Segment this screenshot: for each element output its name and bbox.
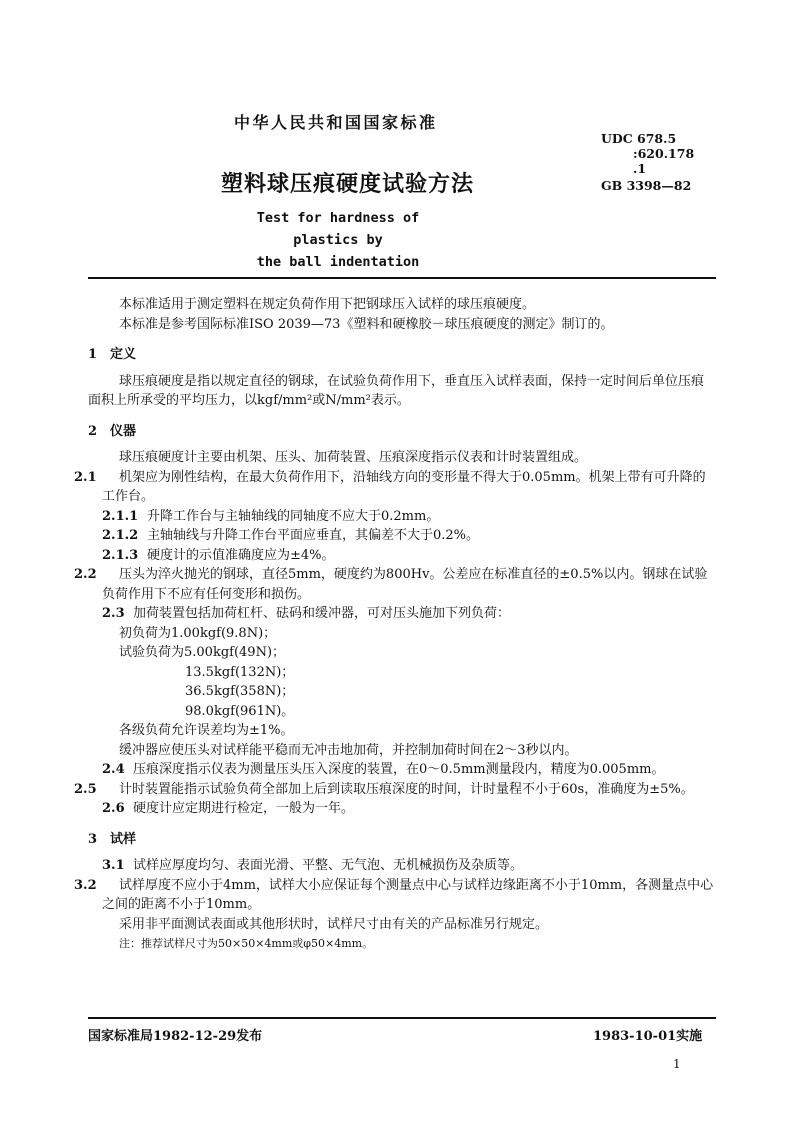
clause-text: 主轴轴线与升降工作台平面应垂直，其偏差不大于0.2%。 — [147, 528, 480, 543]
initial-load: 初负荷为1.00kgf(9.8N)； — [119, 625, 277, 641]
title-chinese: 塑料球压痕硬度试验方法 — [221, 171, 475, 197]
udc-block — [601, 131, 694, 193]
title-english — [230, 207, 446, 273]
clause-text: 计时装置能指示试验负荷全部加上后到读取压痕深度的时间，计时量程不小于60s，准确度为±5%。 — [119, 781, 694, 797]
title-english-line1: Test for hardness of plastics by — [256, 210, 420, 248]
clause-number: 2.1.2 — [102, 528, 139, 543]
clause-3-2 — [74, 876, 716, 915]
udc-code-line2: :620.178 — [633, 146, 695, 161]
effective-date: 1983-10-01实施 — [593, 1029, 703, 1044]
test-load-2: 13.5kgf(132N)； — [185, 664, 295, 680]
section-title: 定义 — [110, 347, 137, 362]
specimen-note: 注：推荐试样尺寸为50×50×4mm或φ50×4mm。 — [119, 937, 374, 950]
specimen-other-shapes: 采用非平面测试表面或其他形状时，试样尺寸由有关的产品标准另行规定。 — [119, 916, 549, 932]
test-load-1: 试验负荷为5.00kgf(49N)； — [119, 645, 286, 660]
title-english-line2: the ball indentation — [256, 254, 420, 270]
clause-number: 2.2 — [74, 567, 97, 582]
buffer-requirement: 缓冲器应使压头对试样能平稳而无冲击地加荷，并控制加荷时间在2～3秒以内。 — [119, 742, 578, 758]
section-title: 试样 — [110, 831, 137, 847]
clause-2-6 — [88, 799, 716, 819]
standard-organization: 中华人民共和国国家标准 — [234, 113, 438, 132]
clause-2-4 — [88, 760, 716, 780]
clause-number: 2.4 — [102, 762, 125, 777]
bottom-divider — [88, 1017, 716, 1019]
clause-text: 加荷装置包括加荷杠杆、砝码和缓冲器，可对压头施加下列负荷： — [133, 606, 511, 621]
clause-2-1-2 — [88, 526, 716, 546]
clause-number: 3.2 — [74, 877, 97, 893]
section-2-heading — [88, 422, 716, 442]
clause-2-5 — [74, 780, 716, 800]
issue-date: 国家标准局1982-12-29发布 — [88, 1029, 263, 1044]
clause-2-2 — [74, 565, 716, 604]
intro-paragraph-1: 本标准适用于测定塑料在规定负荷作用下把钢球压入试样的球压痕硬度。 — [119, 297, 536, 312]
test-load-4: 98.0kgf(961N)。 — [185, 703, 295, 719]
load-tolerance: 各级负荷允许误差均为±1%。 — [119, 723, 294, 738]
top-divider — [88, 277, 716, 279]
section-3-heading — [88, 830, 716, 850]
clause-number: 2.1.1 — [102, 508, 139, 524]
clause-2-1-3 — [88, 546, 716, 566]
clause-2-1-1 — [88, 507, 716, 527]
section-title: 仪器 — [110, 423, 137, 439]
clause-text: 试样厚度不应小于4mm，试样大小应保证每个测量点中心与试样边缘距离不小于10mm，各测量点中心之间的距离不小于10mm。 — [102, 877, 714, 912]
clause-text: 压头为淬火抛光的钢球，直径5mm，硬度约为800Hv。公差应在标准直径的±0.5%以内。钢球在试验负荷作用下不应有任何变形和损伤。 — [102, 567, 708, 602]
clause-text: 压痕深度指示仪表为测量压头压入深度的装置，在0～0.5mm测量段内，精度为0.005mm。 — [133, 762, 665, 777]
clause-text: 机架应为刚性结构，在最大负荷作用下，沿轴线方向的变形量不得大于0.05mm。机架上带有可升降的工作台。 — [102, 469, 706, 504]
clause-3-1 — [88, 856, 716, 876]
section-number: 1 — [88, 347, 98, 362]
clause-2-1 — [74, 468, 716, 507]
clause-text: 硬度计应定期进行检定，一般为一年。 — [133, 801, 355, 816]
test-load-3: 36.5kgf(358N)； — [185, 684, 295, 699]
section-1-heading — [88, 345, 716, 365]
definition-paragraph: 球压痕硬度是指以规定直径的钢球，在试验负荷作用下，垂直压入试样表面，保持一定时间后单位压痕面积上所承受的平均压力，以kgf/mm²或N/mm²表示。 — [88, 373, 705, 408]
section-number: 3 — [88, 831, 98, 847]
intro-paragraph-2: 本标准是参考国际标准ISO 2039—73《塑料和硬橡胶－球压痕硬度的测定》制订的。 — [119, 316, 614, 332]
clause-text: 升降工作台与主轴轴线的同轴度不应大于0.2mm。 — [147, 508, 440, 524]
clause-number: 2.5 — [74, 781, 97, 797]
document-body — [74, 295, 716, 954]
udc-code-line3: .1 — [633, 161, 647, 176]
clause-text: 试样应厚度均匀、表面光滑、平整、无气泡、无机械损伤及杂质等。 — [133, 858, 524, 873]
clause-number: 2.1 — [74, 469, 97, 485]
clause-number: 2.3 — [102, 606, 125, 621]
gb-number: GB 3398—82 — [601, 178, 692, 193]
section-number: 2 — [88, 423, 98, 439]
udc-code: UDC 678.5 — [601, 131, 677, 146]
clause-number: 2.1.3 — [102, 547, 139, 563]
clause-text: 硬度计的示值准确度应为±4%。 — [147, 547, 335, 563]
page-number: 1 — [673, 1057, 681, 1071]
clause-2-3 — [88, 604, 716, 624]
clause-number: 3.1 — [102, 858, 125, 873]
clause-number: 2.6 — [102, 801, 125, 816]
apparatus-overview: 球压痕硬度计主要由机架、压头、加荷装置、压痕深度指示仪表和计时装置组成。 — [119, 450, 588, 465]
